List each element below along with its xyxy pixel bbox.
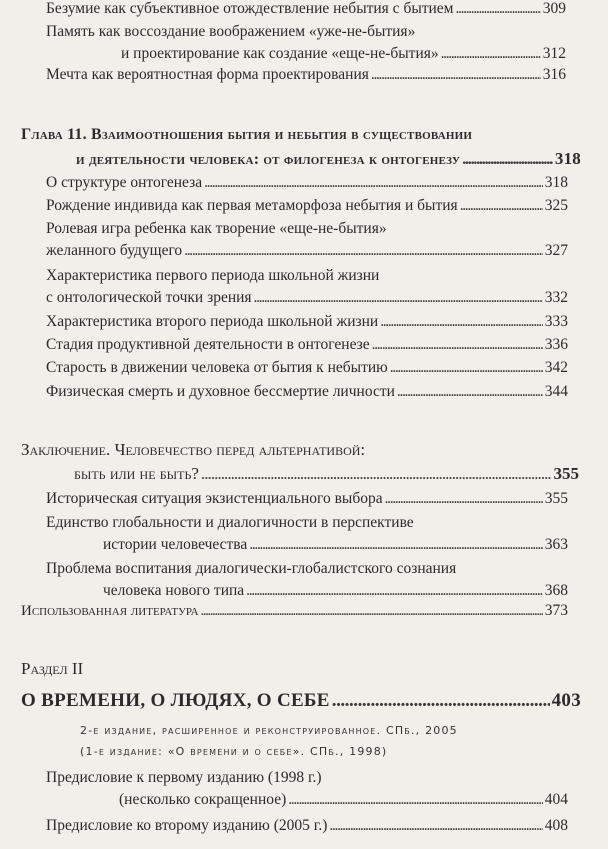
page-number: 355 [553, 464, 579, 483]
toc-entry: О структуре онтогенеза . . . 318 [46, 172, 568, 194]
conclusion-heading: Заключение. Человечество перед альтернативой: быть или не быть? . . . 355 [21, 438, 579, 486]
toc-entry: Характеристика первого периода школьной жизни с онтологической точки зрения . . . 332 [46, 265, 568, 309]
toc-entry: Мечта как вероятностная форма проектирования . . . 316 [46, 64, 566, 86]
toc-entry: Рождение индивида как первая метаморфоза небытия и бытия . . . 325 [46, 195, 568, 217]
page-number: 332 [544, 289, 568, 306]
section-title: О ВРЕМЕНИ, О ЛЮДЯХ, О СЕБЕ . . . 403 [21, 688, 581, 714]
toc-entry: Стадия продуктивной деятельности в онтогенезе . . . 336 [46, 334, 568, 356]
toc-entry: Единство глобальности и диалогичности в перспективе истории человечества . . . 363 [46, 512, 568, 556]
toc-entry: Характеристика второго периода школьной жизни . . . 333 [46, 311, 568, 333]
page-number: 373 [544, 602, 568, 619]
toc-entry: Физическая смерть и духовное бессмертие личности . . . 344 [46, 381, 568, 403]
page-number: 327 [544, 242, 568, 259]
page-number: 318 [544, 174, 568, 191]
page-number: 403 [551, 690, 581, 711]
toc-entry: Историческая ситуация экзистенциального выбора . . . 355 [46, 488, 568, 510]
page-number: 368 [544, 582, 568, 599]
edition-note: 2-е издание, расширенное и реконструированное. СПб., 2005 [80, 724, 458, 737]
page-number: 309 [542, 0, 566, 17]
toc-entry: Ролевая игра ребенка как творение «еще-не-бытия» желанного будущего . . . 327 [46, 218, 568, 262]
toc-entry: Старость в движении человека от бытия к небытию . . . 342 [46, 357, 568, 379]
page-number: 342 [544, 359, 568, 376]
literature-entry: Использованная литература . . . 373 [21, 600, 568, 622]
toc-entry: Память как воссоздание воображением «уже-не-бытия» и проектирование как создание «еще-не-бытия» . . . 312 [46, 21, 566, 65]
page-number: 333 [544, 313, 568, 330]
toc-entry: Безумие как субъективное отождествление небытия с бытием . . . 309 [46, 0, 566, 20]
page-number: 408 [544, 817, 568, 834]
page-number: 318 [554, 149, 581, 168]
section-label: Раздел II [21, 659, 84, 678]
toc-entry: Предисловие к первому изданию (1998 г.) (несколько сокращенное) . . . 404 [46, 767, 568, 811]
page-number: 363 [544, 536, 568, 553]
chapter-heading: Глава 11. Взаимоотношения бытия и небытия в существовании и деятельности человека: от филогенеза к онтогенезу . . . 318 [21, 123, 581, 172]
toc-entry: Проблема воспитания диалогически-глобалистского сознания человека нового типа . . . 368 [46, 558, 568, 602]
page-number: 312 [542, 45, 566, 62]
toc-entry: Предисловие ко второму изданию (2005 г.) . . . 408 [46, 815, 568, 837]
page-number: 316 [542, 66, 566, 83]
page-number: 336 [544, 336, 568, 353]
page-number: 404 [544, 791, 568, 808]
page-number: 355 [544, 490, 568, 507]
edition-note: (1-е издание: «О времени и о себе». СПб., 1998) [80, 745, 388, 758]
page-number: 325 [544, 197, 568, 214]
page-number: 344 [544, 383, 568, 400]
